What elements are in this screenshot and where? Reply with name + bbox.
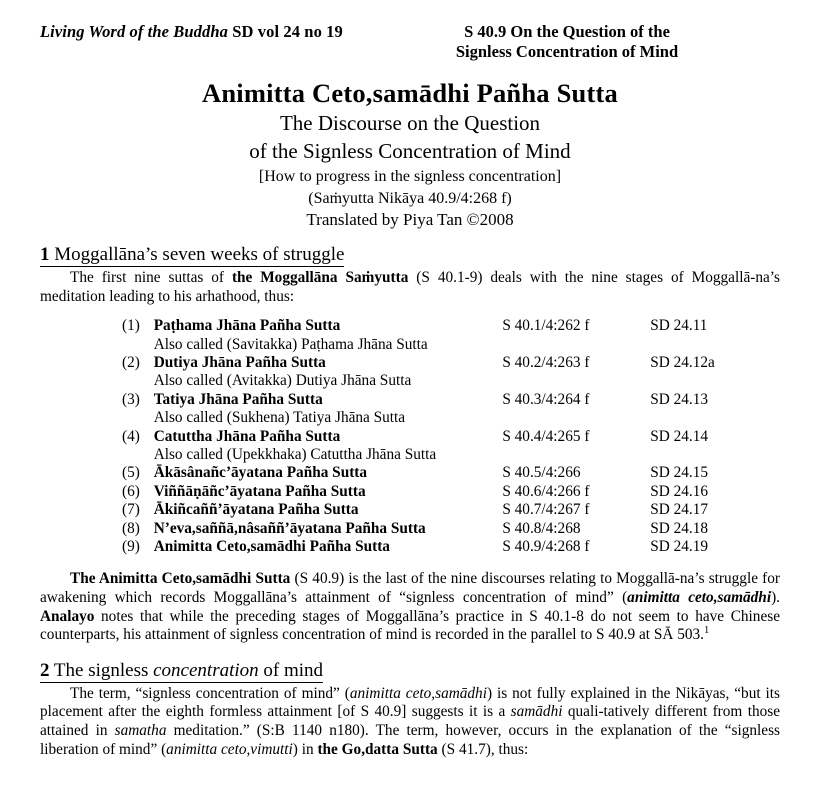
item-canonical-ref: S 40.5/4:266 bbox=[502, 464, 581, 482]
doc-canonical-reference: (Saṁyutta Nikāya 40.9/4:268 f) bbox=[308, 190, 512, 207]
item-alt-title: Also called (Avitakka) Dutiya Jhāna Sutta bbox=[153, 372, 412, 390]
item-number: (8) bbox=[122, 519, 140, 537]
item-title: Dutiya Jhāna Pañha Sutta bbox=[153, 354, 326, 371]
sec2-italic-samadhi: samādhi bbox=[510, 703, 563, 721]
sec2-part3: quali-tatively different from those attained in bbox=[40, 703, 781, 740]
closing-bold-sutta: The Animitta Ceto,samādhi Sutta bbox=[70, 570, 291, 588]
item-name-cell bbox=[154, 501, 503, 519]
header-right-line1: S 40.9 On the Question of the bbox=[464, 22, 670, 41]
item-name-cell bbox=[154, 538, 503, 556]
item-name-cell bbox=[154, 520, 503, 538]
sec2-part5: ) in bbox=[292, 740, 318, 758]
header-volume-issue: SD vol 24 no 19 bbox=[228, 22, 343, 41]
table-row bbox=[122, 428, 777, 465]
header-right bbox=[402, 22, 732, 62]
closing-part3: notes that while the preceding stages of Moggallāna’s practice in S 40.1-8 do not seem to have Chinese counterparts, his attainment of signless concentration of mind is recorded in the parallel to S 40.9 at SĀ 503. bbox=[40, 607, 780, 644]
footnote-marker[interactable]: 1 bbox=[704, 625, 710, 637]
table-row bbox=[122, 354, 777, 391]
sec2-part2: ) is not fully explained in the Nikāyas, “but its placement after the eighth formless attainment [of S 40.9] suggests it is a bbox=[40, 684, 780, 721]
table-row bbox=[122, 464, 777, 482]
sutta-list-table bbox=[122, 317, 777, 556]
item-sd-ref: SD 24.13 bbox=[650, 390, 708, 408]
item-sd-ref: SD 24.18 bbox=[650, 519, 708, 537]
intro-bold-samyutta: the Moggallāna Saṁyutta bbox=[231, 269, 409, 286]
doc-translator: Translated by Piya Tan ©2008 bbox=[306, 210, 514, 229]
item-name-cell bbox=[154, 464, 503, 482]
table-row bbox=[122, 317, 777, 354]
item-canonical-ref: S 40.3/4:264 f bbox=[502, 390, 590, 408]
item-canonical-ref: S 40.6/4:266 f bbox=[502, 482, 590, 500]
intro-text-part2: (S 40.1-9) deals with the nine stages of Moggallā-na’s meditation leading to his arhathood, thus: bbox=[40, 269, 780, 305]
item-alt-title: Also called (Upekkhaka) Catuttha Jhāna Sutta bbox=[153, 446, 437, 464]
item-title: Tatiya Jhāna Pañha Sutta bbox=[153, 390, 323, 408]
item-canonical-ref: S 40.8/4:268 bbox=[502, 519, 581, 537]
item-name-cell bbox=[154, 483, 503, 501]
item-title: Ākiñcaññ’āyatana Pañha Sutta bbox=[153, 501, 359, 519]
item-name-cell bbox=[154, 317, 503, 354]
section-2-title-italic: concentration bbox=[153, 659, 259, 681]
header-right-line2: Signless Concentration of Mind bbox=[455, 42, 679, 61]
section-1-closing-paragraph bbox=[40, 570, 780, 644]
item-canonical-ref: S 40.1/4:262 f bbox=[502, 317, 590, 335]
section-2-title-part1: The signless bbox=[49, 659, 154, 681]
sec2-part4: meditation.” (S:B 1140 n180). The term, however, occurs in the explanation of the “signless liberation of mind” ( bbox=[40, 722, 780, 758]
section-1-heading bbox=[40, 243, 344, 267]
sec2-italic-animitta: animitta ceto,samādhi bbox=[349, 684, 487, 702]
item-canonical-ref: S 40.9/4:268 f bbox=[502, 538, 590, 556]
doc-bracket-note: [How to progress in the signless concentration] bbox=[258, 168, 562, 185]
intro-text-part1: The first nine suttas of bbox=[70, 269, 232, 286]
item-number: (3) bbox=[122, 390, 140, 408]
header-left bbox=[40, 22, 343, 42]
section-1-title: Moggallāna’s seven weeks of struggle bbox=[49, 244, 345, 265]
item-title: Ākāsânañc’āyatana Pañha Sutta bbox=[153, 464, 368, 482]
item-sd-ref: SD 24.14 bbox=[650, 427, 708, 445]
item-title: Catuttha Jhāna Pañha Sutta bbox=[153, 427, 341, 445]
closing-bold-analayo: Analayo bbox=[40, 607, 95, 625]
item-alt-title: Also called (Savitakka) Paṭhama Jhāna Sutta bbox=[153, 335, 428, 353]
item-number: (2) bbox=[122, 354, 140, 371]
item-sd-ref: SD 24.15 bbox=[650, 464, 708, 482]
running-header bbox=[0, 22, 820, 68]
section-2-number: 2 bbox=[40, 659, 50, 681]
document-body bbox=[40, 243, 780, 759]
section-2-heading bbox=[40, 659, 323, 683]
item-name-cell bbox=[154, 354, 503, 391]
item-canonical-ref: S 40.2/4:263 f bbox=[502, 354, 590, 371]
section-2-title-part2: of mind bbox=[258, 659, 324, 681]
item-number: (9) bbox=[122, 538, 140, 556]
item-title: N’eva,saññā,nâsaññ’āyatana Pañha Sutta bbox=[153, 519, 426, 537]
sec2-italic-samatha: samatha bbox=[114, 722, 167, 740]
item-name-cell bbox=[154, 391, 503, 428]
sec2-bold-godatta: the Go,datta Sutta bbox=[317, 740, 438, 758]
closing-italic-term: animitta ceto,samādhi bbox=[627, 589, 772, 607]
doc-subtitle-line1: The Discourse on the Question bbox=[279, 111, 541, 135]
item-sd-ref: SD 24.12a bbox=[650, 354, 715, 371]
item-number: (1) bbox=[122, 317, 140, 335]
item-title: Paṭhama Jhāna Pañha Sutta bbox=[153, 317, 341, 335]
header-journal-title: Living Word of the Buddha bbox=[40, 22, 229, 41]
item-number: (7) bbox=[122, 501, 140, 519]
item-number: (4) bbox=[122, 427, 140, 445]
closing-part2: ). bbox=[771, 589, 780, 607]
sec2-part6: (S 41.7), thus: bbox=[437, 740, 529, 758]
page-title: Animitta Ceto,samādhi Pañha Sutta bbox=[202, 78, 618, 108]
section-1-intro-paragraph bbox=[40, 269, 780, 306]
item-title: Viññāṇāñc’āyatana Pañha Sutta bbox=[153, 482, 366, 500]
item-number: (5) bbox=[122, 464, 140, 482]
table-row bbox=[122, 538, 777, 556]
item-sd-ref: SD 24.11 bbox=[650, 317, 708, 335]
table-row bbox=[122, 483, 777, 501]
item-number: (6) bbox=[122, 482, 140, 500]
item-sd-ref: SD 24.19 bbox=[650, 538, 708, 556]
item-alt-title: Also called (Sukhena) Tatiya Jhāna Sutta bbox=[153, 409, 406, 427]
sec2-part1: The term, “signless concentration of mind” ( bbox=[70, 684, 350, 702]
item-canonical-ref: S 40.4/4:265 f bbox=[502, 427, 590, 445]
section-1-number: 1 bbox=[40, 244, 50, 265]
table-row bbox=[122, 391, 777, 428]
item-sd-ref: SD 24.16 bbox=[650, 482, 708, 500]
item-canonical-ref: S 40.7/4:267 f bbox=[502, 501, 590, 519]
item-sd-ref: SD 24.17 bbox=[650, 501, 708, 519]
item-name-cell bbox=[154, 428, 503, 465]
table-row bbox=[122, 501, 777, 519]
sec2-italic-vimutti: animitta ceto,vimutti bbox=[166, 740, 293, 758]
title-block bbox=[0, 78, 820, 231]
section-2-paragraph bbox=[40, 685, 780, 759]
table-row bbox=[122, 520, 777, 538]
item-title: Animitta Ceto,samādhi Pañha Sutta bbox=[153, 538, 390, 556]
doc-subtitle-line2: of the Signless Concentration of Mind bbox=[249, 139, 571, 163]
closing-part1: (S 40.9) is the last of the nine discourses relating to Moggallā-na’s struggle for awakening which records Moggallāna’s attainment of “signless concentration of mind” ( bbox=[40, 570, 780, 607]
